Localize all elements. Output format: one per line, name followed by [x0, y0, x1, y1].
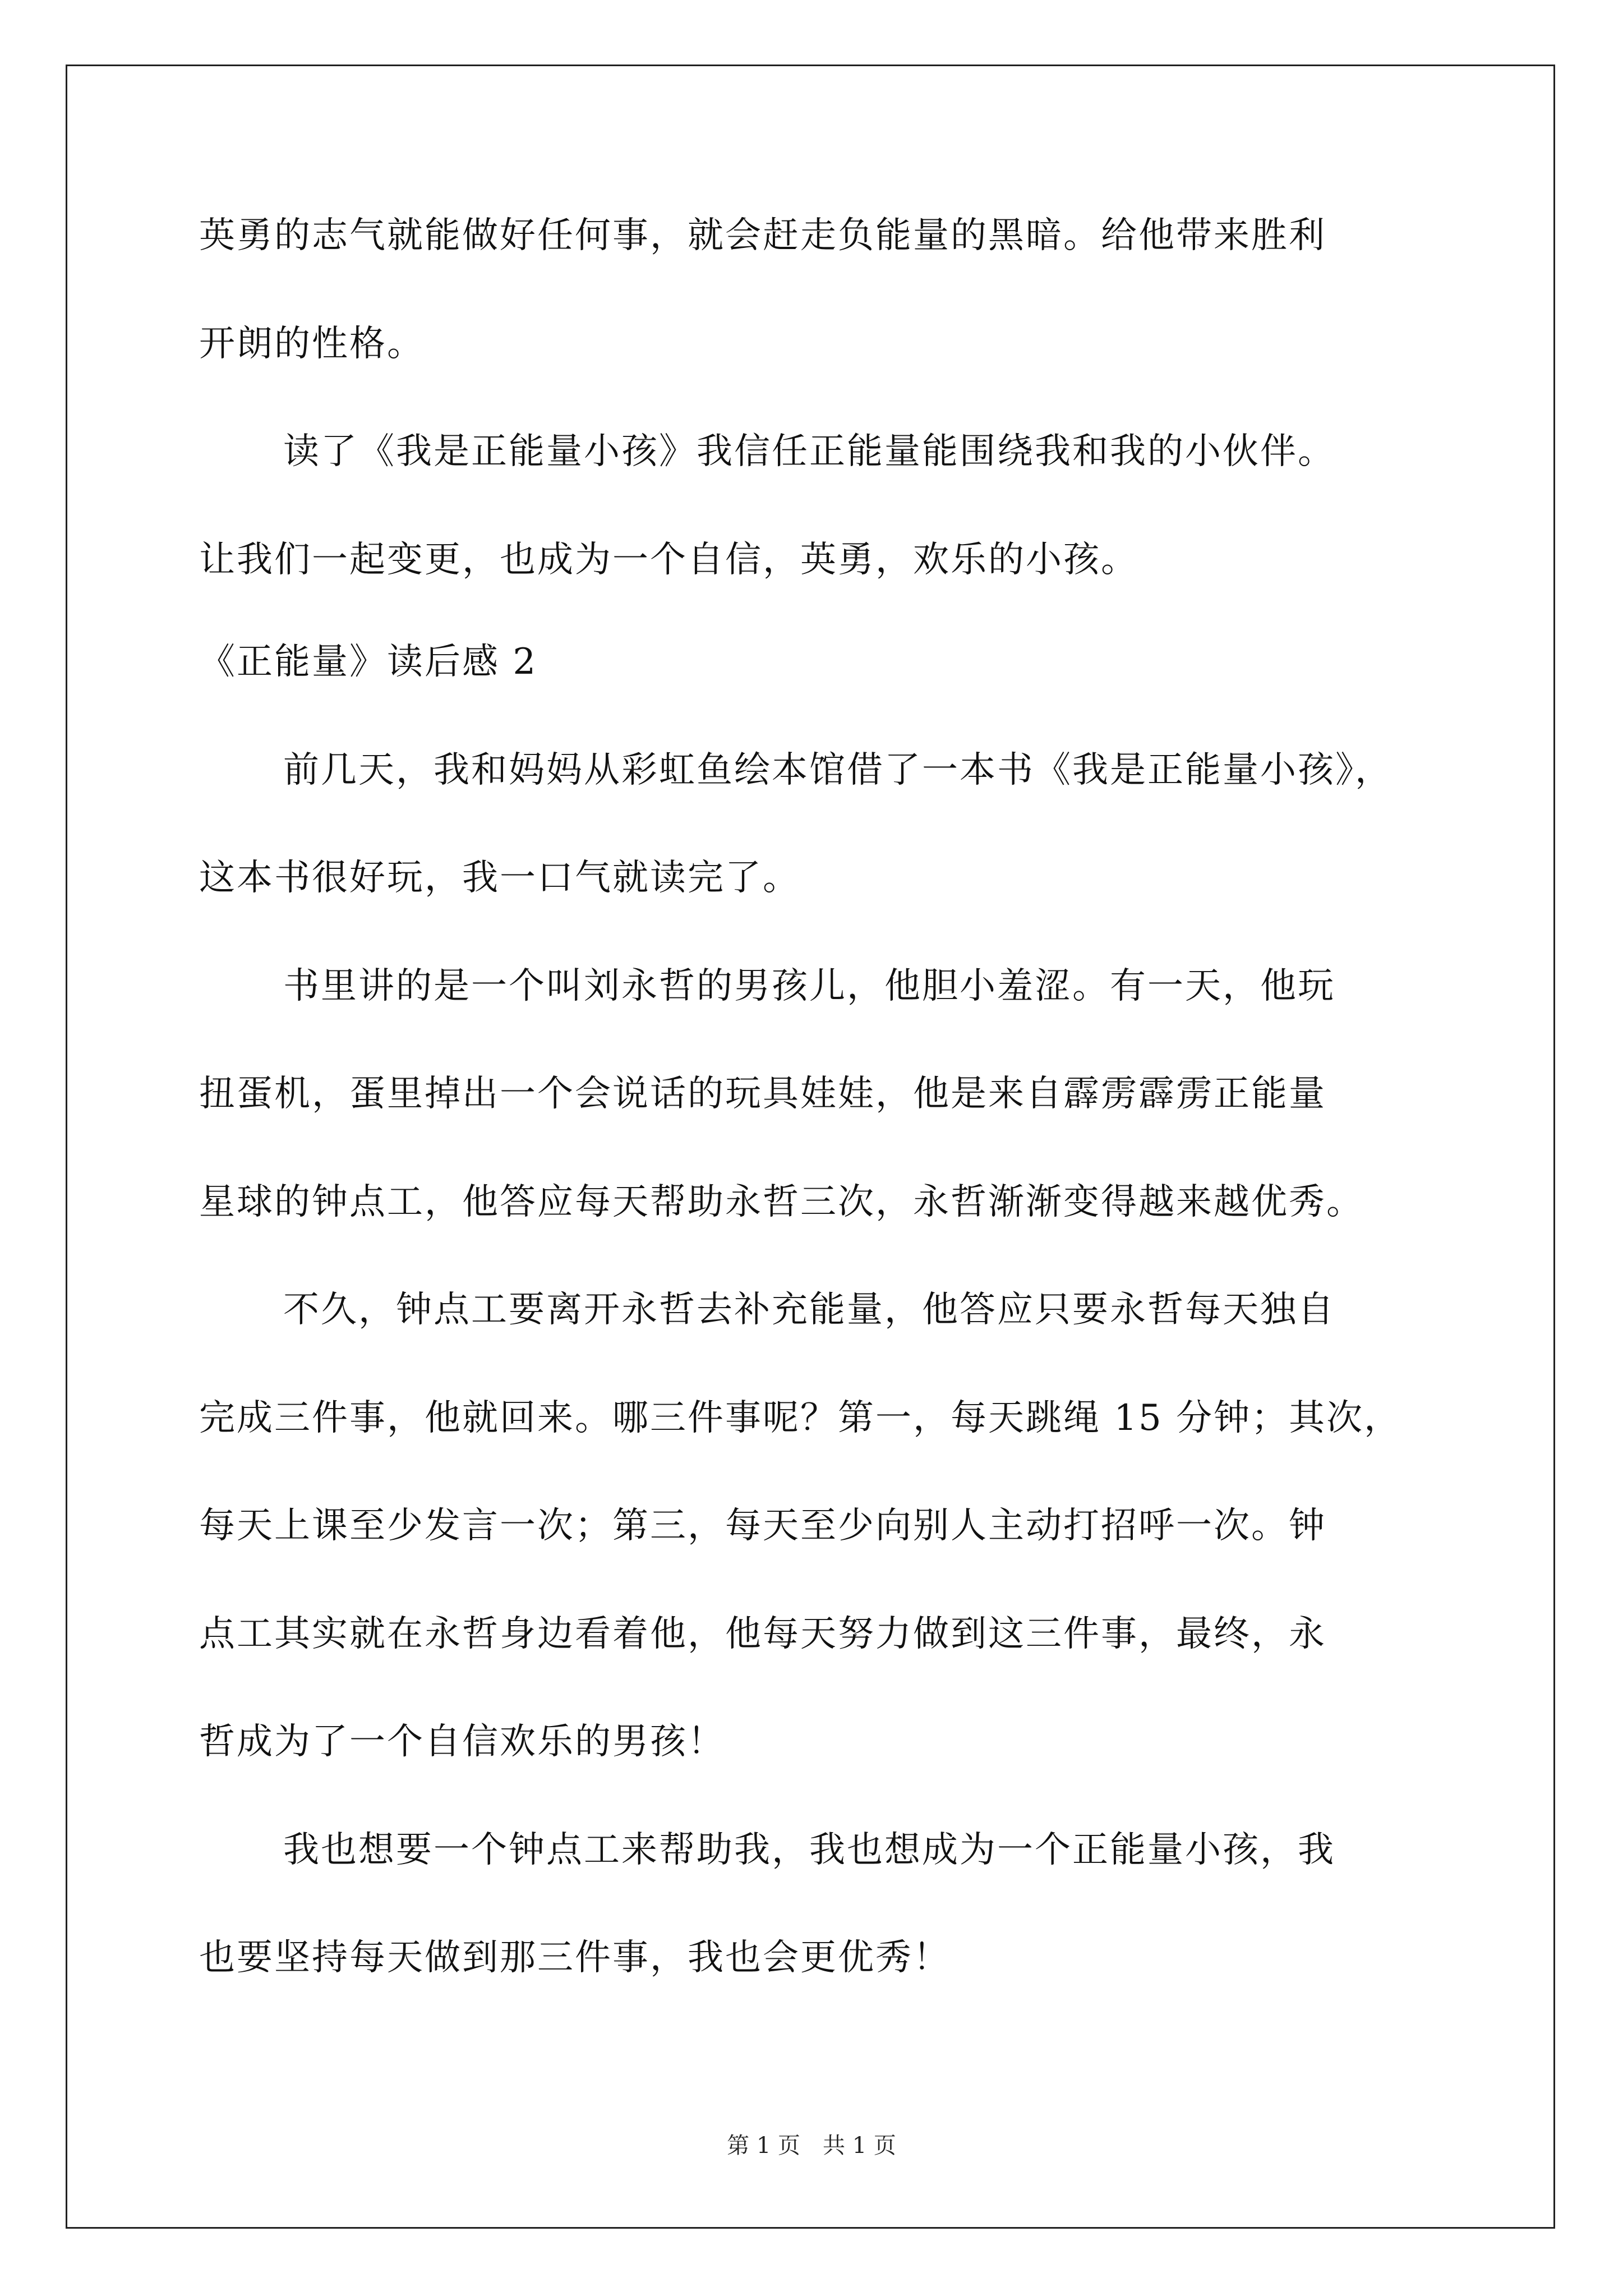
- paragraph-line: 每天上课至少发言一次；第三，每天至少向别人主动打招呼一次。钟: [199, 1505, 1326, 1547]
- paragraph-line: 读了《我是正能量小孩》我信任正能量能围绕我和我的小伙伴。: [283, 431, 1335, 472]
- paragraph-line: 扭蛋机，蛋里掉出一个会说话的玩具娃娃，他是来自霹雳霹雳正能量: [199, 1073, 1326, 1115]
- section-heading: 《正能量》读后感 2: [199, 641, 538, 683]
- paragraph-line: 英勇的志气就能做好任何事，就会赶走负能量的黑暗。给他带来胜利: [199, 215, 1326, 256]
- paragraph-line: 前几天，我和妈妈从彩虹鱼绘本馆借了一本书《我是正能量小孩》，: [283, 749, 1393, 791]
- paragraph-line: 完成三件事，他就回来。哪三件事呢？第一，每天跳绳 15 分钟；其次，: [199, 1397, 1402, 1439]
- paragraph-line: 星球的钟点工，他答应每天帮助永哲三次，永哲渐渐变得越来越优秀。: [199, 1181, 1364, 1223]
- paragraph-line: 也要坚持每天做到那三件事，我也会更优秀！: [199, 1937, 951, 1978]
- paragraph-line: 书里讲的是一个叫刘永哲的男孩儿，他胆小羞涩。有一天，他玩: [283, 965, 1335, 1007]
- paragraph-line: 开朗的性格。: [199, 323, 425, 365]
- paragraph-line: 让我们一起变更，也成为一个自信，英勇，欢乐的小孩。: [199, 539, 1138, 581]
- paragraph-line: 我也想要一个钟点工来帮助我，我也想成为一个正能量小孩，我: [283, 1829, 1335, 1871]
- paragraph-line: 点工其实就在永哲身边看着他，他每天努力做到这三件事，最终，永: [199, 1613, 1326, 1655]
- page-border: [66, 65, 1555, 2229]
- paragraph-line: 不久，钟点工要离开永哲去补充能量，他答应只要永哲每天独自: [283, 1289, 1335, 1331]
- page-number-current: 第 1 页: [727, 2133, 800, 2159]
- page-footer: [0, 2132, 1623, 2160]
- page-number-total: 共 1 页: [823, 2133, 896, 2159]
- paragraph-line: 哲成为了一个自信欢乐的男孩！: [199, 1721, 725, 1763]
- paragraph-line: 这本书很好玩，我一口气就读完了。: [199, 857, 800, 899]
